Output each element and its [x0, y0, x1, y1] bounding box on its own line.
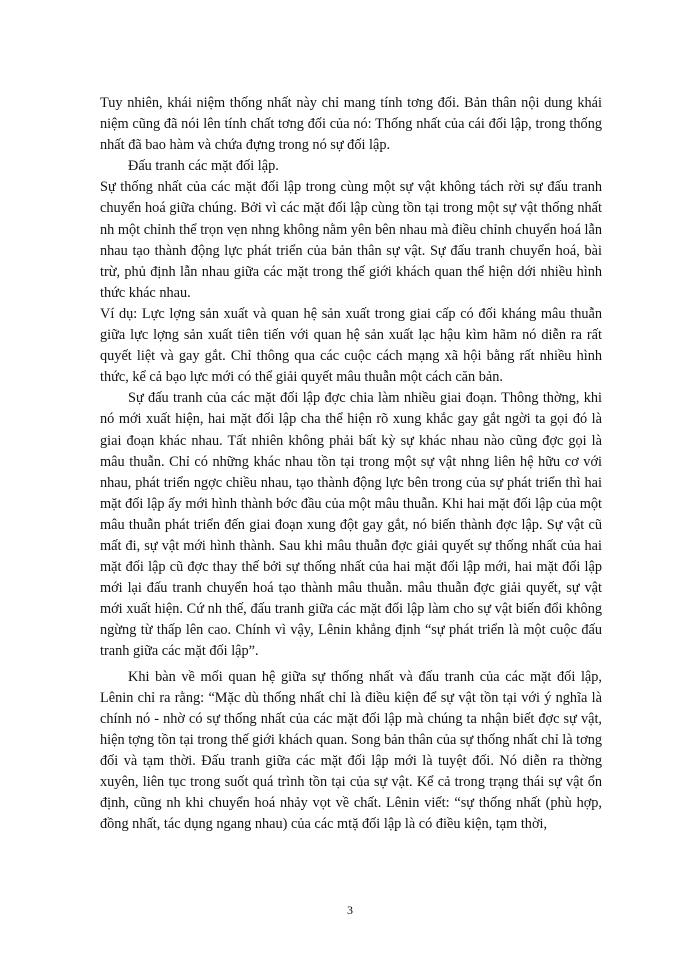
paragraph-1: Tuy nhiên, khái niệm thống nhất này chỉ mang tính tơng đối. Bản thân nội dung khái niệm cũng đã nói lên tính chất tơng đối của nó: Thống nhất của cái đối lập, trong thống nhất đã bao hàm và chứa đựng trong nó sự đối lập.	[100, 95, 602, 154]
paragraph-3: Sự đấu tranh của các mặt đối lập đợc chia làm nhiều giai đoạn. Thông thờng, khi nó mới xuất hiện, hai mặt đối lập cha thể hiện rõ xung khắc gay gắt ngời ta gọi đó là giai đoạn khác nhau. Tất nhiên không phải bất kỳ sự khác nhau nào cũng đợc gọi là mâu thuẫn. Chỉ có những khác nhau tồn tại trong một sự vật nhng liên hệ hữu cơ với nhau, phát triển ngợc chiều nhau, tạo thành động lực bên trong của sự phát triển thì hai mặt đối lập ấy mới hình thành bớc đầu của một mâu thuẫn. Khi hai mặt đối lập của một mâu thuẫn phát triển đến giai đoạn xung đột gay gắt, nó biến thành đợc lập. Sự vật cũ mất đi, sự vật mới hình thành. Sau khi mâu thuẫn đợc giải quyết sự thống nhất của hai mặt đối lập cũ đợc thay thế bởi sự thống nhất của hai mặt đối lập mới, hai mặt đối lập mới lại đấu tranh chuyển hoá tạo thành mâu thuẫn. mâu thuẫn đợc giải quyết, sự vật mới xuất hiện. Cứ nh thế, đấu tranh giữa các mặt đối lập làm cho sự vật biến đổi không ngừng từ thấp lên cao. Chính vì vậy, Lênin khẳng định “sự phát triển là một cuộc đấu tranh giữa các mặt đối lập”.	[100, 390, 602, 660]
paragraph-4: Khi bàn về mối quan hệ giữa sự thống nhất và đấu tranh của các mặt đối lập, Lênin chỉ ra rằng: “Mặc dù thống nhất chỉ là điều kiện để sự vật tồn tại với ý nghĩa là chính nó - nhờ có sự thống nhất của các mặt đối lập mà chúng ta nhận biết đợc sự vật, hiện tợng tồn tại trong thế giới khách quan. Song bản thân của sự thống nhất chỉ là tơng đối và tạm thời. Đấu tranh giữa các mặt đối lập mới là tuyệt đối. Nó diễn ra thờng xuyên, liên tục trong suốt quá trình tồn tại của sự vật. Kể cả trong trạng thái sự vật ổn định, cũng nh khi chuyển hoá nhảy vọt về chất. Lênin viết: “sự thống nhất (phù hợp, đồng nhất, tác dụng ngang nhau) của các mtặ đối lập là có điều kiện, tạm thời,	[100, 668, 602, 833]
section-heading: Đấu tranh các mặt đối lập.	[128, 158, 279, 175]
page-number: 3	[347, 903, 353, 917]
document-page	[100, 93, 602, 835]
paragraph-2: Sự thống nhất của các mặt đối lập trong cùng một sự vật không tách rời sự đấu tranh chuyển hoá giữa chúng. Bởi vì các mặt đối lập cùng tồn tại trong một sự vật thống nhất nh một chỉnh thể trọn vẹn nhng không nằm yên bên nhau mà điều chỉnh chuyển hoá lẫn nhau tạo thành động lực phát triển của bản thân sự vật. Sự đấu tranh chuyển hoá, bài trừ, phủ định lẫn nhau giữa các mặt trong thế giới khách quan thể hiện dới nhiều hình thức khác nhau.	[100, 179, 602, 301]
paragraph-example: Ví dụ: Lực lợng sản xuất và quan hệ sản xuất trong giai cấp có đối kháng mâu thuẫn giữa lực lợng sản xuất tiên tiến với quan hệ sản xuất lạc hậu kìm hãm nó diễn ra rất quyết liệt và gay gắt. Chỉ thông qua các cuộc cách mạng xã hội bằng rất nhiều hình thức, kể cả bạo lực mới có thể giải quyết mâu thuẫn một cách căn bản.	[100, 305, 602, 386]
